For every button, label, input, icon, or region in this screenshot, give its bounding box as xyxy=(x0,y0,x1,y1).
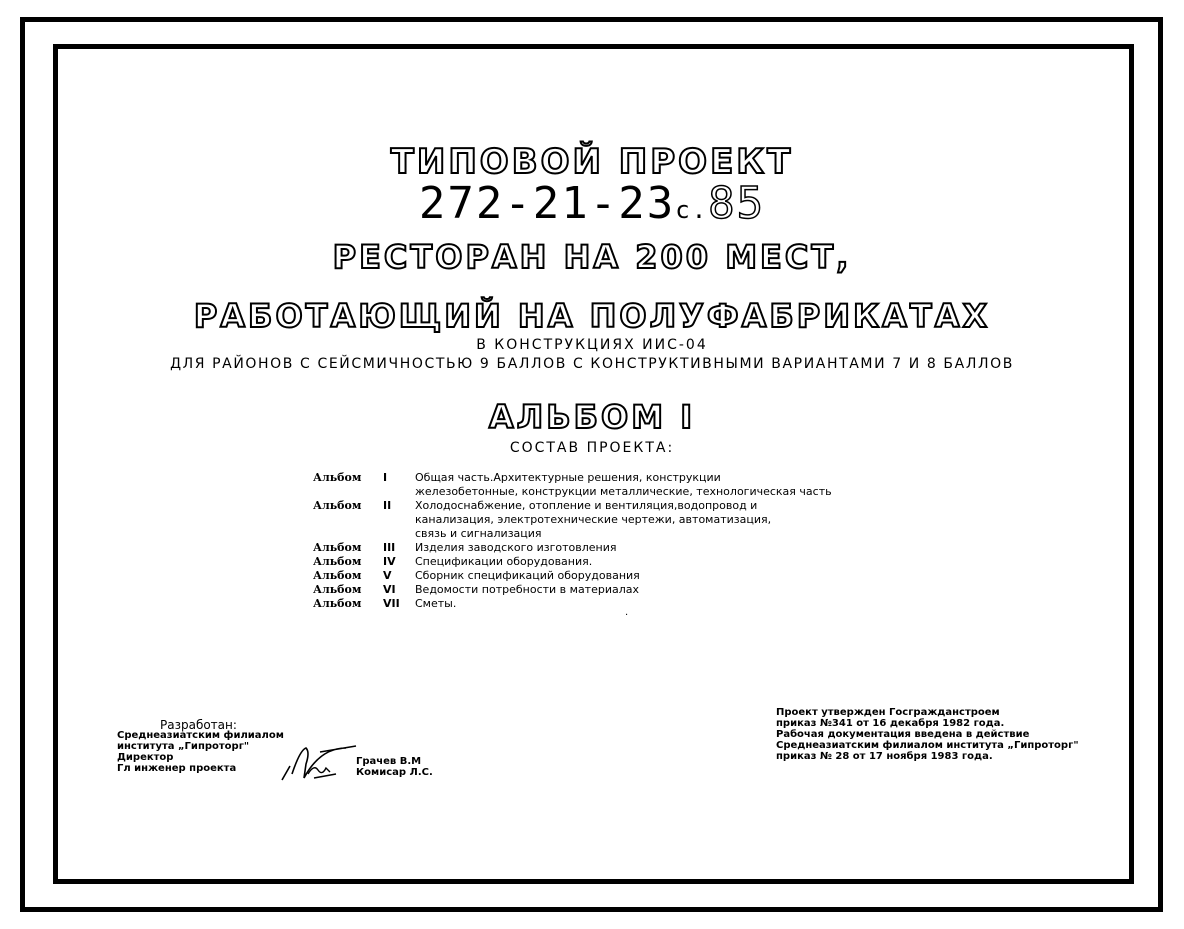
album-number: VI xyxy=(383,583,396,596)
album-label xyxy=(313,513,383,527)
album-label: Альбом xyxy=(313,471,362,484)
album-number xyxy=(383,527,415,541)
album-description: Сборник спецификаций оборудования xyxy=(415,569,640,582)
list-item xyxy=(313,527,832,541)
album-number: II xyxy=(383,499,392,512)
album-label: Альбом xyxy=(313,583,362,596)
developer-org xyxy=(117,730,284,774)
signatures-graphic xyxy=(280,744,360,784)
list-item xyxy=(313,597,832,611)
approval-line2: приказ №341 от 16 декабря 1982 года. xyxy=(776,718,1005,729)
album-number: V xyxy=(383,569,392,582)
album-number: III xyxy=(383,541,396,554)
list-item xyxy=(313,555,832,569)
album-description: Ведомости потребности в материалах xyxy=(415,583,640,596)
signature-director xyxy=(282,746,356,780)
album-description: Холодоснабжение, отопление и вентиляция,водопровод и xyxy=(415,499,758,512)
list-item xyxy=(313,541,832,555)
album-number: IV xyxy=(383,555,396,568)
approval-block xyxy=(776,707,1079,762)
album-description: канализация, электротехнические чертежи, автоматизация, xyxy=(415,513,772,526)
list-item xyxy=(313,499,832,513)
developer-org-line2: института „Гипроторг" xyxy=(117,741,250,752)
project-number-version: 85 xyxy=(708,178,766,229)
title-line-1: РЕСТОРАН НА 200 МЕСТ, xyxy=(332,238,852,276)
album-label xyxy=(313,527,383,541)
contents-list xyxy=(313,471,832,611)
album-description: Сметы. xyxy=(415,597,457,610)
project-header: ТИПОВОЙ ПРОЕКТ xyxy=(390,142,794,182)
project-number-main: 272-21-23 xyxy=(418,178,676,229)
album-number xyxy=(383,485,415,499)
album-label: Альбом xyxy=(313,499,362,512)
stray-mark: · xyxy=(625,610,629,621)
approval-line3: Рабочая документация введена в действие xyxy=(776,729,1030,740)
developer-heading: Разработан: xyxy=(160,718,237,732)
project-number xyxy=(0,178,1184,229)
project-number-suffix: с. xyxy=(675,196,709,224)
name-director: Грачев В.М xyxy=(356,756,422,767)
list-item xyxy=(313,485,832,499)
album-number xyxy=(383,513,415,527)
list-item xyxy=(313,513,832,527)
album-description: Спецификации оборудования. xyxy=(415,555,593,568)
construction-line: В КОНСТРУКЦИЯХ ИИС-04 xyxy=(476,337,708,353)
album-number: I xyxy=(383,471,388,484)
album-label: Альбом xyxy=(313,597,362,610)
album-title: АЛЬБОМ I xyxy=(488,398,696,436)
developer-org-line1: Среднеазиатским филиалом xyxy=(117,730,284,741)
album-description: Изделия заводского изготовления xyxy=(415,541,617,554)
contents-heading: СОСТАВ ПРОЕКТА: xyxy=(509,440,675,456)
album-description: связь и сигнализация xyxy=(415,527,542,540)
signature-engineer xyxy=(308,768,336,778)
approval-line5: приказ № 28 от 17 ноября 1983 года. xyxy=(776,751,993,762)
approval-line1: Проект утвержден Госгражданстроем xyxy=(776,707,1000,718)
list-item xyxy=(313,583,832,597)
album-number: VII xyxy=(383,597,400,610)
list-item xyxy=(313,569,832,583)
album-description: Общая часть.Архитектурные решения, конструкции xyxy=(415,471,721,484)
approval-line4: Среднеазиатским филиалом института „Гипроторг" xyxy=(776,740,1079,751)
album-label: Альбом xyxy=(313,569,362,582)
album-label: Альбом xyxy=(313,555,362,568)
name-chief-engineer: Комисар Л.С. xyxy=(356,767,433,778)
developer-role-chief-engineer: Гл инженер проекта xyxy=(117,763,237,774)
album-label: Альбом xyxy=(313,541,362,554)
album-description: железобетонные, конструкции металлические, технологическая часть xyxy=(415,485,832,498)
developer-role-director: Директор xyxy=(117,752,174,763)
seismic-line: ДЛЯ РАЙОНОВ С СЕЙСМИЧНОСТЬЮ 9 БАЛЛОВ С КОНСТРУКТИВНЫМИ ВАРИАНТАМИ 7 И 8 БАЛЛОВ xyxy=(170,356,1014,372)
album-label xyxy=(313,485,383,499)
signatory-names xyxy=(356,756,433,778)
title-line-2: РАБОТАЮЩИЙ НА ПОЛУФАБРИКАТАХ xyxy=(193,297,991,335)
list-item xyxy=(313,471,832,485)
